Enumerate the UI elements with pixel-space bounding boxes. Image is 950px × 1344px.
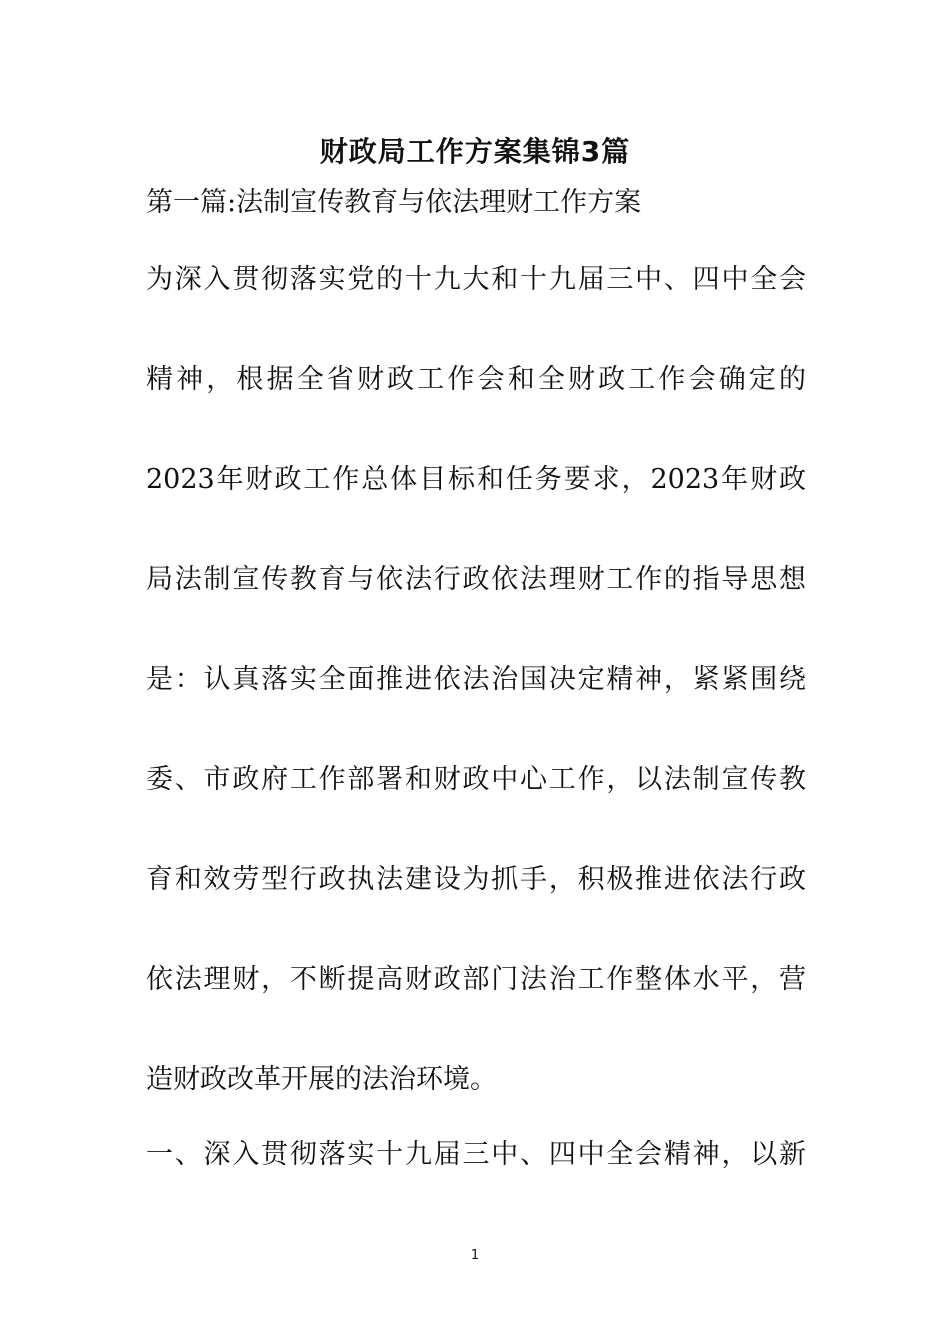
body-line: 育和效劳型行政执法建设为抓手，积极推进依法行政 (146, 864, 806, 895)
body-line: 2023年财政工作总体目标和任务要求，2023年财政 (146, 464, 806, 495)
page-number: 1 (470, 1248, 480, 1263)
body-line: 委、市政府工作部署和财政中心工作，以法制宣传教 (146, 764, 806, 795)
body-line: 局法制宣传教育与依法行政依法理财工作的指导思想 (146, 564, 806, 595)
document-title: 财政局工作方案集锦3篇 (319, 135, 631, 168)
body-line: 为深入贯彻落实党的十九大和十九届三中、四中全会 (146, 264, 806, 295)
body-line: 一、深入贯彻落实十九届三中、四中全会精神，以新 (146, 1139, 806, 1170)
body-line: 造财政改革开展的法治环境。 (146, 1064, 497, 1095)
body-line: 精神，根据全省财政工作会和全财政工作会确定的 (146, 364, 806, 395)
body-line: 是：认真落实全面推进依法治国决定精神，紧紧围绕 (146, 664, 806, 695)
section-subtitle: 第一篇:法制宣传教育与依法理财工作方案 (146, 187, 642, 218)
body-line: 依法理财，不断提高财政部门法治工作整体水平，营 (146, 964, 806, 995)
